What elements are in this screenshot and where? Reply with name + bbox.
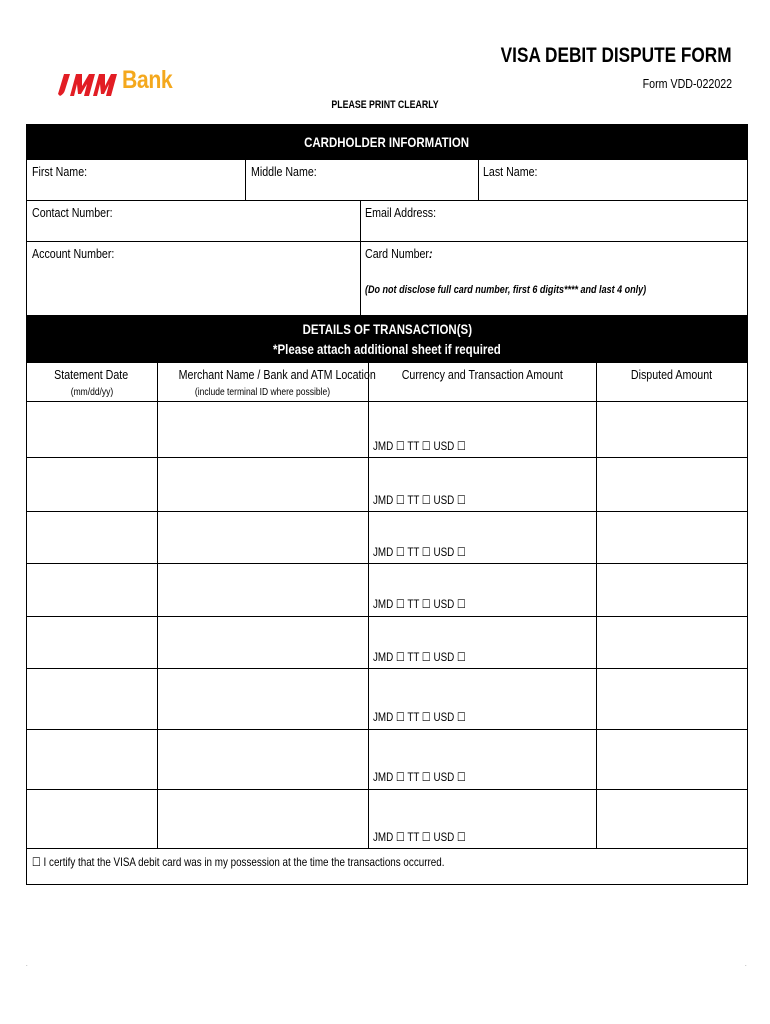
- jmmb-logo-mark: [56, 68, 118, 98]
- col-statement-date: Statement Date: [54, 367, 129, 382]
- transactions-subtitle: *Please attach additional sheet if required: [273, 341, 501, 357]
- cardholder-section-header: CARDHOLDER INFORMATION: [26, 124, 748, 160]
- logo-bank-text: Bank: [122, 66, 173, 94]
- print-instruction: PLEASE PRINT CLEARLY: [331, 99, 439, 111]
- col-statement-date-sub: (mm/dd/yy): [70, 387, 113, 398]
- currency-options-row-8[interactable]: JMD ☐ TT ☐ USD ☐: [373, 830, 466, 844]
- transactions-title: DETAILS OF TRANSACTION(S): [302, 321, 472, 337]
- last-name-field[interactable]: Last Name:: [483, 164, 538, 179]
- certification-checkbox[interactable]: ☐ I certify that the VISA debit card was in my possession at the time the transactions occurred.: [32, 855, 445, 869]
- currency-options-row-6[interactable]: JMD ☐ TT ☐ USD ☐: [373, 710, 466, 724]
- currency-options-row-2[interactable]: JMD ☐ TT ☐ USD ☐: [373, 493, 466, 507]
- bank-logo: [56, 66, 174, 100]
- account-number-field[interactable]: Account Number:: [32, 246, 115, 261]
- col-merchant-sub: (include terminal ID where possible): [194, 387, 331, 398]
- card-number-field[interactable]: Card Number:: [365, 246, 433, 261]
- col-currency-amount: Currency and Transaction Amount: [401, 367, 563, 382]
- currency-options-row-3[interactable]: JMD ☐ TT ☐ USD ☐: [373, 545, 466, 559]
- table-row[interactable]: [26, 401, 157, 457]
- middle-name-field[interactable]: Middle Name:: [251, 164, 317, 179]
- col-merchant: Merchant Name / Bank and ATM Location: [178, 367, 376, 382]
- transactions-section-header: [26, 315, 748, 363]
- currency-options-row-1[interactable]: JMD ☐ TT ☐ USD ☐: [373, 439, 466, 453]
- form-number: Form VDD-022022: [642, 76, 732, 91]
- currency-options-row-4[interactable]: JMD ☐ TT ☐ USD ☐: [373, 597, 466, 611]
- currency-options-row-7[interactable]: JMD ☐ TT ☐ USD ☐: [373, 770, 466, 784]
- email-address-field[interactable]: Email Address:: [365, 205, 437, 220]
- footer-mark-left: .: [26, 962, 28, 968]
- card-number-colon: :: [428, 246, 433, 261]
- card-number-note: (Do not disclose full card number, first 6 digits**** and last 4 only): [365, 284, 647, 296]
- first-name-field[interactable]: First Name:: [32, 164, 88, 179]
- contact-number-field[interactable]: Contact Number:: [32, 205, 113, 220]
- currency-options-row-5[interactable]: JMD ☐ TT ☐ USD ☐: [373, 650, 466, 664]
- col-disputed-amount: Disputed Amount: [631, 367, 713, 382]
- form-title: VISA DEBIT DISPUTE FORM: [501, 44, 732, 67]
- footer-mark-right: .: [745, 962, 747, 968]
